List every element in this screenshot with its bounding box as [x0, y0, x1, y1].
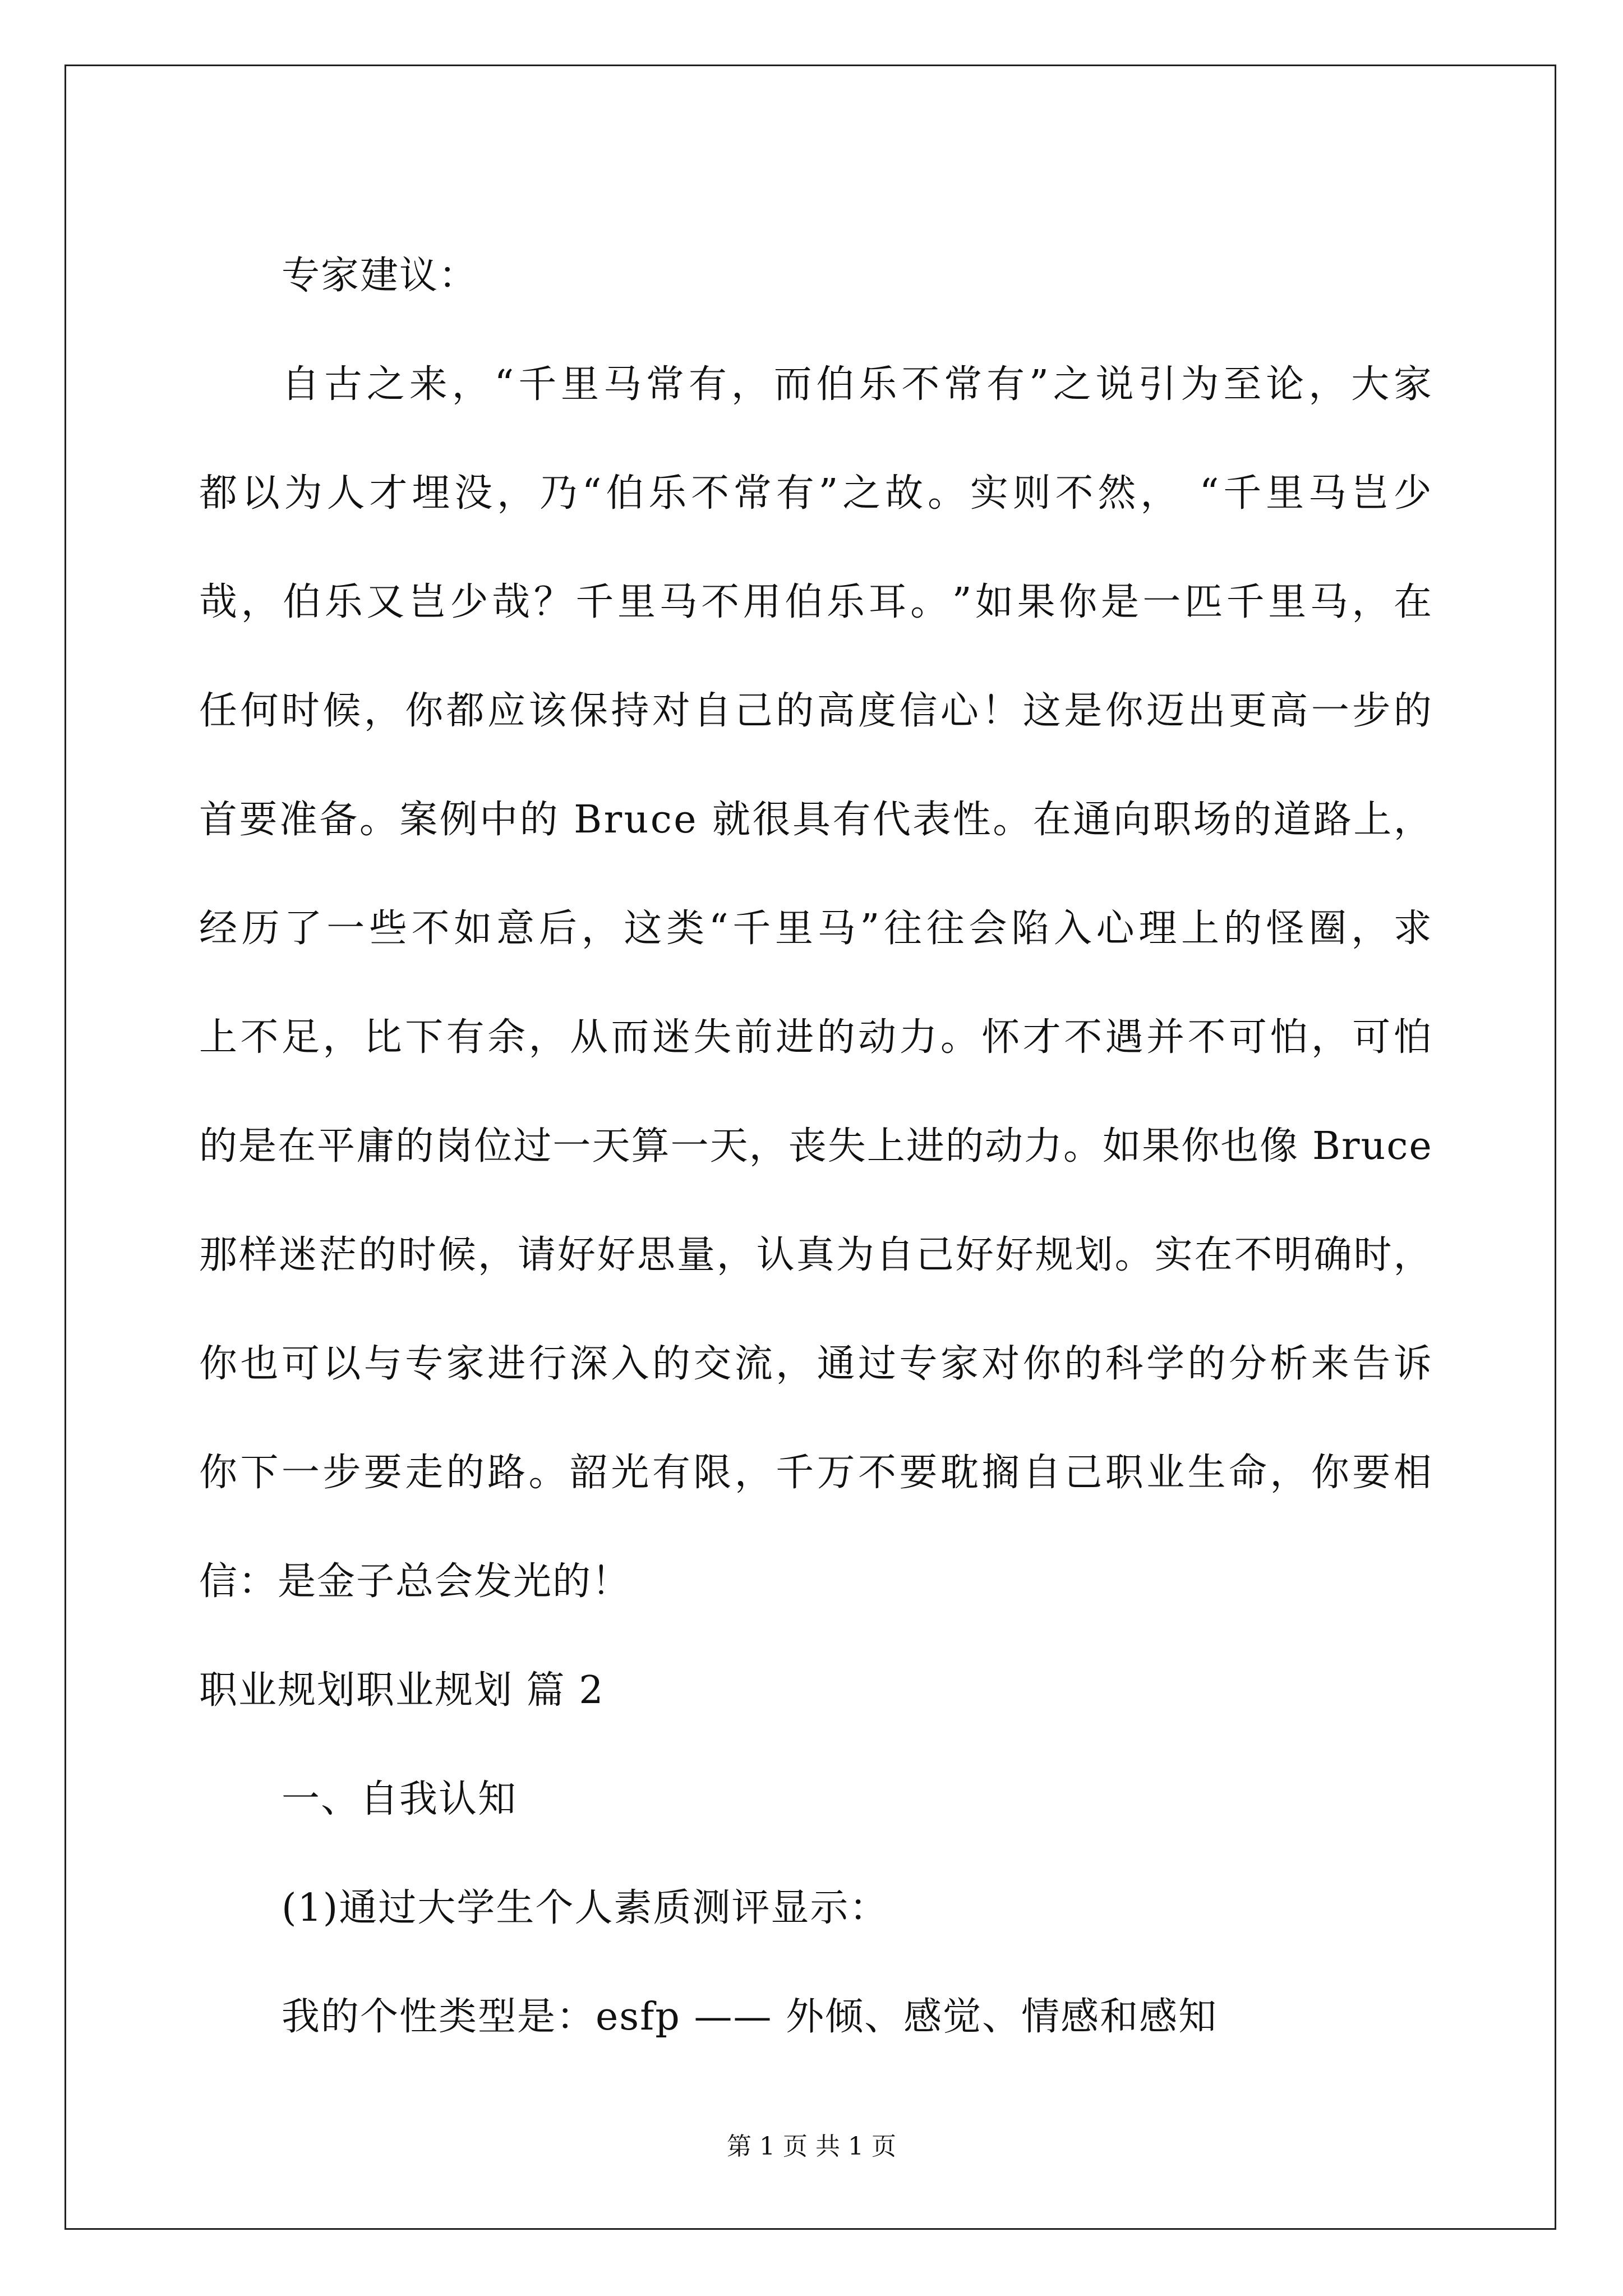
text-line: 一、自我认知 — [282, 1777, 518, 1821]
text-line: 任 何 时 候 ， 你 都 应 该 保 持 对 自 己 的 高 度 信 心 ！ 这 是 你 迈 出 更 高 一 步 的 — [199, 689, 1433, 733]
document-body — [199, 222, 1433, 2072]
text-line: 我的个性类型是：esfp —— 外倾、感觉、情感和感知 — [282, 1995, 1218, 2039]
text-line: 信：是金子总会发光的！ — [199, 1559, 631, 1604]
page-footer: 第 1 页 共 1 页 — [727, 2132, 896, 2161]
text-line: 职业规划职业规划 篇 2 — [199, 1668, 605, 1713]
text-line: (1)通过大学生个人素质测评显示： — [282, 1886, 889, 1930]
text-line: 上 不 足 ， 比 下 有 余 ， 从 而 迷 失 前 进 的 动 力 。 怀 才 不 遇 并 不 可 怕 ， 可 怕 — [199, 1015, 1433, 1060]
text-line: 首 要 准 备 。 案 例 中 的 B r u c e 就 很 具 有 代 表 性 。 在 通 向 职 场 的 道 路 上 ， — [199, 798, 1433, 842]
text-line: 专家建议： — [282, 254, 478, 298]
text-line: 你 也 可 以 与 专 家 进 行 深 入 的 交 流 ， 通 过 专 家 对 你 的 科 学 的 分 析 来 告 诉 — [199, 1342, 1433, 1386]
text-line: 自 古 之 来 ， “ 千 里 马 常 有 ， 而 伯 乐 不 常 有 ” 之 说 引 为 至 论 ， 大 家 — [282, 362, 1433, 407]
text-line: 那 样 迷 茫 的 时 候 ， 请 好 好 思 量 ， 认 真 为 自 己 好 好 规 划 。 实 在 不 明 确 时 ， — [199, 1233, 1433, 1277]
text-line: 哉 ， 伯 乐 又 岂 少 哉 ？ 千 里 马 不 用 伯 乐 耳 。 ” 如 果 你 是 一 匹 千 里 马 ， 在 — [199, 580, 1433, 624]
text-line: 你 下 一 步 要 走 的 路 。 韶 光 有 限 ， 千 万 不 要 耽 搁 自 己 职 业 生 命 ， 你 要 相 — [199, 1451, 1433, 1495]
text-line: 的 是 在 平 庸 的 岗 位 过 一 天 算 一 天 ， 丧 失 上 进 的 动 力 。 如 果 你 也 像 B r u c e — [199, 1124, 1433, 1168]
text-line: 都 以 为 人 才 埋 没 ， 乃 “ 伯 乐 不 常 有 ” 之 故 。 实 则 不 然 ， “ 千 里 马 岂 少 — [199, 471, 1433, 516]
text-line: 经 历 了 一 些 不 如 意 后 ， 这 类 “ 千 里 马 ” 往 往 会 陷 入 心 理 上 的 怪 圈 ， 求 — [199, 907, 1433, 951]
